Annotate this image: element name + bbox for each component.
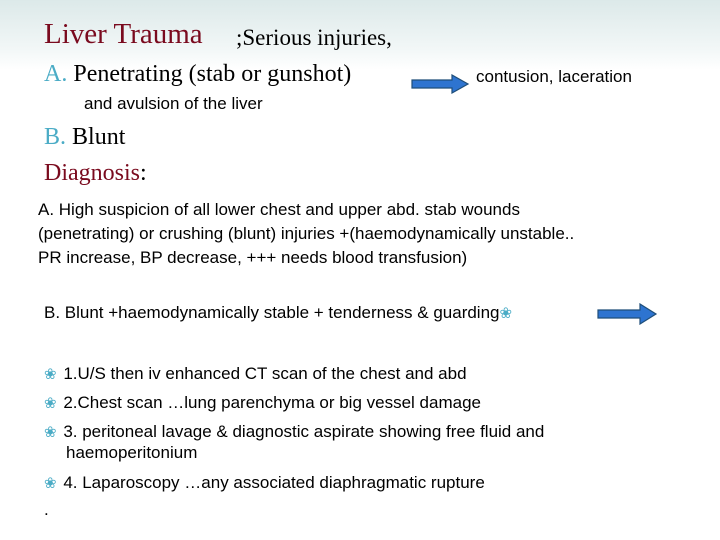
right-arrow-icon [410,74,470,94]
type-a-marker: A. [44,61,68,87]
diagnosis-heading-text: Diagnosis [44,160,140,186]
type-b-text: Blunt [72,124,126,150]
slide-title: Liver Trauma [44,18,203,50]
point-b-text: B. Blunt +haemodynamically stable + tenderness & guarding [44,303,500,322]
diagnosis-point-b [44,303,514,323]
diagnosis-point-a [38,198,574,270]
bullet-icon: ❀ [499,305,513,322]
point-a-line: A. High suspicion of all lower chest and upper abd. stab wounds [38,200,520,219]
type-a-result-line1: contusion, laceration [476,67,632,86]
list-item [44,389,544,418]
type-a-item [44,61,351,88]
slide-subtitle: ;Serious injuries, [236,25,392,50]
list-item [44,360,544,389]
type-a-result-line2: and avulsion of the liver [84,94,263,113]
bullet-icon: ❀ [44,475,57,492]
type-b-marker: B. [44,124,67,150]
diagnosis-colon: : [140,160,147,186]
trailing-dot: . [44,500,49,519]
list-item-continuation: haemoperitonium [66,443,198,462]
list-item-text: 3. peritoneal lavage & diagnostic aspirate showing free fluid and [63,422,545,441]
bullet-icon: ❀ [44,366,57,383]
point-a-line: (penetrating) or crushing (blunt) injuries +(haemodynamically unstable.. [38,224,575,243]
type-a-text: Penetrating (stab or gunshot) [73,61,352,87]
bullet-icon: ❀ [44,395,57,412]
right-arrow-icon [596,303,658,325]
type-b-item [44,124,125,151]
bullet-icon: ❀ [44,424,57,441]
diagnosis-heading [44,160,147,187]
steps-list [44,360,544,498]
list-item-text: 1.U/S then iv enhanced CT scan of the chest and abd [63,364,467,383]
list-item-text: 2.Chest scan …lung parenchyma or big vessel damage [63,393,481,412]
list-item-text: 4. Laparoscopy …any associated diaphragmatic rupture [63,473,485,492]
point-a-line: PR increase, BP decrease, +++ needs blood transfusion) [38,248,468,267]
list-item [44,469,544,498]
